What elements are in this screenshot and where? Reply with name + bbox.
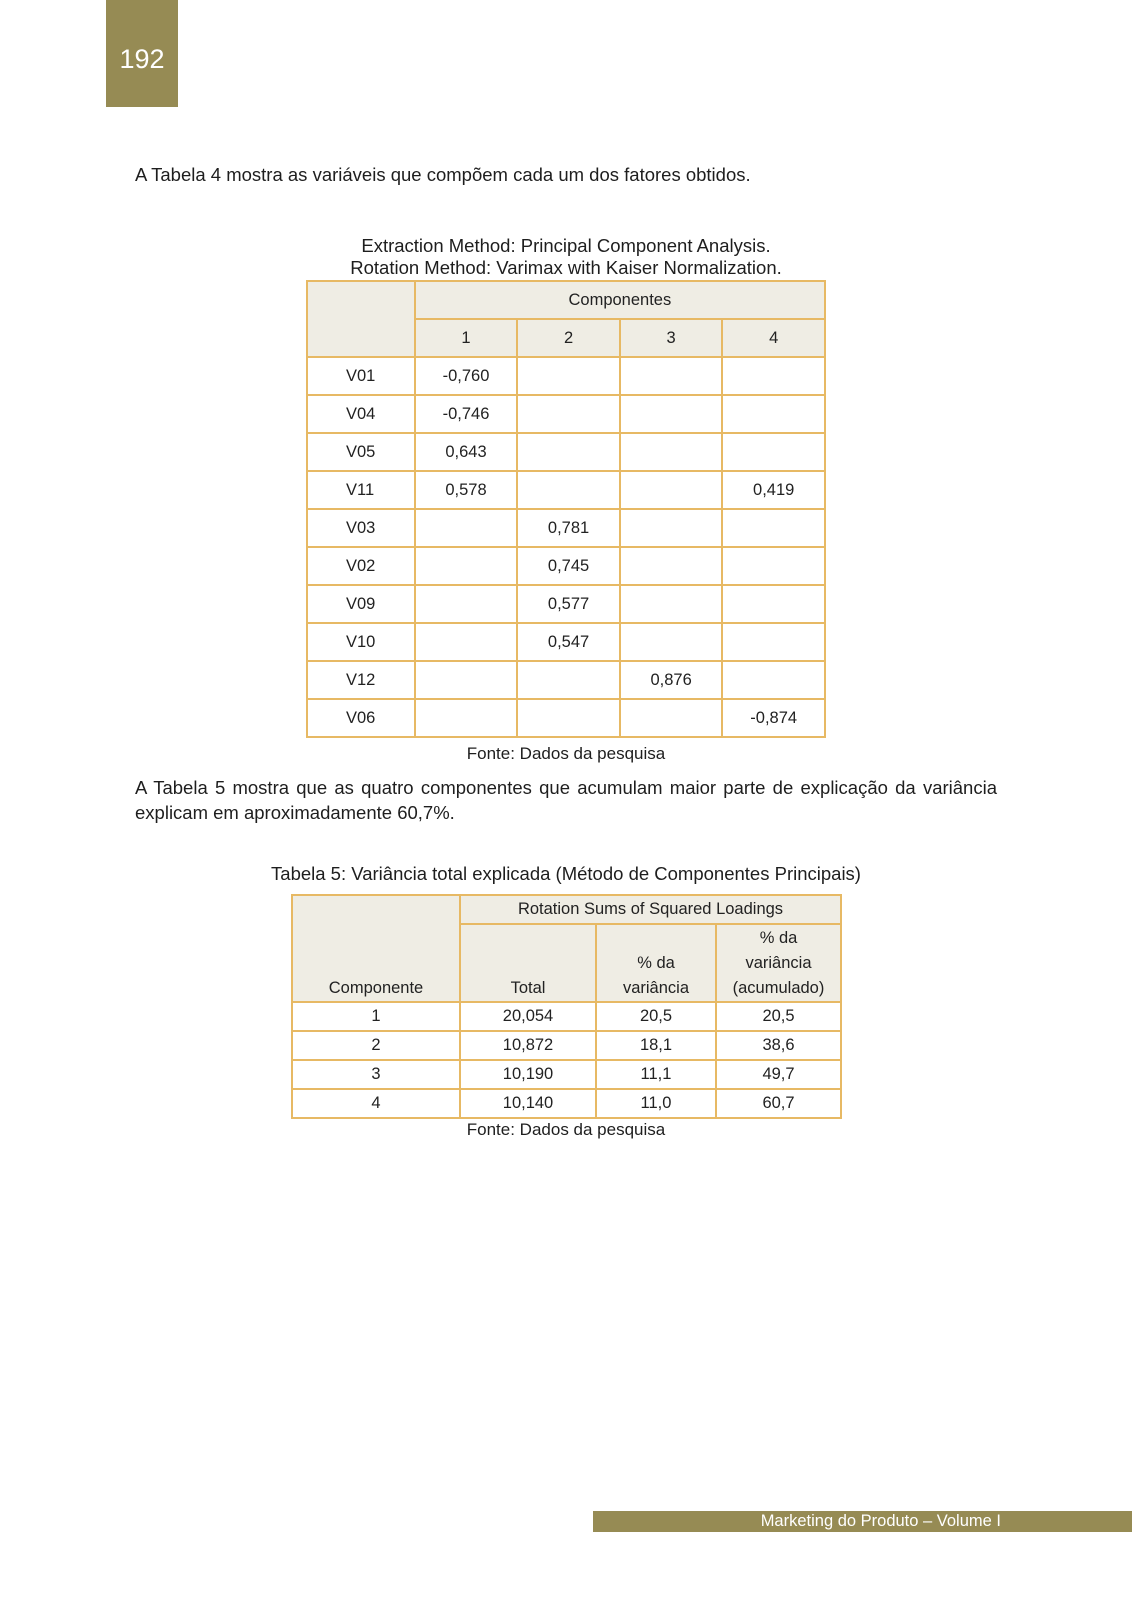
table-cell: 0,547 bbox=[517, 623, 620, 661]
page-number-box bbox=[106, 0, 178, 107]
row-label: V06 bbox=[307, 699, 415, 737]
table5-col-header-cumulative bbox=[716, 924, 841, 1002]
row-label: V01 bbox=[307, 357, 415, 395]
table-cell: 0,578 bbox=[415, 471, 518, 509]
page-number: 192 bbox=[119, 44, 165, 74]
table-row bbox=[307, 357, 825, 395]
row-label: V03 bbox=[307, 509, 415, 547]
table5-col-header-cum-line1: % da bbox=[759, 929, 798, 947]
table5-col-header-pct bbox=[596, 924, 716, 1002]
table-cell: 38,6 bbox=[716, 1031, 841, 1060]
table-cell bbox=[722, 547, 825, 585]
table5-source: Fonte: Dados da pesquisa bbox=[466, 1120, 666, 1139]
body-paragraph: A Tabela 5 mostra que as quatro componentes que acumulam maior parte de explicação da variância explicam em aproximadamente 60,7%. bbox=[135, 777, 997, 823]
table-cell bbox=[620, 395, 723, 433]
table-cell bbox=[517, 357, 620, 395]
table-cell bbox=[517, 699, 620, 737]
table4-col-header: 2 bbox=[517, 319, 620, 357]
table-cell: 20,5 bbox=[596, 1002, 716, 1031]
table-row bbox=[307, 395, 825, 433]
table4-col-header: 3 bbox=[620, 319, 723, 357]
table-cell bbox=[517, 471, 620, 509]
table-row bbox=[307, 661, 825, 699]
table-cell: 10,140 bbox=[460, 1089, 596, 1118]
table-row bbox=[307, 585, 825, 623]
table-cell: 0,781 bbox=[517, 509, 620, 547]
footer-text: Marketing do Produto – Volume I bbox=[760, 1512, 1001, 1530]
table5-col-header-pct-line1: % da bbox=[637, 954, 675, 972]
table-cell bbox=[620, 699, 723, 737]
table-cell bbox=[722, 509, 825, 547]
table4-corner-cell bbox=[307, 281, 415, 357]
table-cell: 49,7 bbox=[716, 1060, 841, 1089]
table-cell bbox=[517, 395, 620, 433]
table4-col-header: 4 bbox=[722, 319, 825, 357]
table-cell: 20,054 bbox=[460, 1002, 596, 1031]
table-cell: 11,0 bbox=[596, 1089, 716, 1118]
table-cell bbox=[517, 661, 620, 699]
row-label: V05 bbox=[307, 433, 415, 471]
row-label: V12 bbox=[307, 661, 415, 699]
row-label: V04 bbox=[307, 395, 415, 433]
row-label: V10 bbox=[307, 623, 415, 661]
table-row bbox=[292, 1089, 841, 1118]
table-cell bbox=[722, 357, 825, 395]
table5-col-header-total: Total bbox=[460, 924, 596, 1002]
table-cell bbox=[722, 661, 825, 699]
table-cell bbox=[620, 623, 723, 661]
table5-group-header: Rotation Sums of Squared Loadings bbox=[460, 895, 841, 924]
table-row bbox=[292, 1002, 841, 1031]
table-cell: 10,190 bbox=[460, 1060, 596, 1089]
table-cell bbox=[415, 699, 518, 737]
footer-bar bbox=[593, 1511, 1132, 1532]
table-4 bbox=[306, 280, 826, 738]
table-cell bbox=[415, 661, 518, 699]
table-cell: 1 bbox=[292, 1002, 460, 1031]
table-cell bbox=[722, 623, 825, 661]
table5-col-header-cum-line2: variância bbox=[745, 954, 812, 972]
table4-col-header: 1 bbox=[415, 319, 518, 357]
table-cell: 0,876 bbox=[620, 661, 723, 699]
table-row bbox=[307, 471, 825, 509]
table-cell bbox=[620, 357, 723, 395]
intro-paragraph: A Tabela 4 mostra as variáveis que compõem cada um dos fatores obtidos. bbox=[135, 164, 751, 185]
table-cell bbox=[620, 547, 723, 585]
table-cell bbox=[415, 585, 518, 623]
row-label: V09 bbox=[307, 585, 415, 623]
table-cell: 18,1 bbox=[596, 1031, 716, 1060]
table-cell bbox=[620, 471, 723, 509]
table5-col-header-pct-line2: variância bbox=[622, 979, 690, 997]
table5-col-header-component: Componente bbox=[292, 895, 460, 1002]
table-cell: 2 bbox=[292, 1031, 460, 1060]
table4-caption-line1: Extraction Method: Principal Component Analysis. bbox=[361, 235, 771, 256]
table-row bbox=[292, 1031, 841, 1060]
table4-source: Fonte: Dados da pesquisa bbox=[466, 744, 666, 763]
table-cell bbox=[517, 433, 620, 471]
table-cell: -0,760 bbox=[415, 357, 518, 395]
table-cell bbox=[722, 433, 825, 471]
table-cell bbox=[415, 623, 518, 661]
row-label: V02 bbox=[307, 547, 415, 585]
table-cell: 4 bbox=[292, 1089, 460, 1118]
table-cell bbox=[415, 547, 518, 585]
table-cell: 3 bbox=[292, 1060, 460, 1089]
table-cell: 11,1 bbox=[596, 1060, 716, 1089]
table-cell bbox=[722, 585, 825, 623]
table-row bbox=[307, 433, 825, 471]
table-row bbox=[292, 1060, 841, 1089]
table-cell: 0,745 bbox=[517, 547, 620, 585]
table-cell: 0,419 bbox=[722, 471, 825, 509]
table5-caption: Tabela 5: Variância total explicada (Método de Componentes Principais) bbox=[271, 863, 861, 884]
table4-group-header: Componentes bbox=[415, 281, 825, 319]
table-cell bbox=[722, 395, 825, 433]
table-row bbox=[307, 509, 825, 547]
table-cell bbox=[415, 509, 518, 547]
table-cell: 0,577 bbox=[517, 585, 620, 623]
table5-col-header-cum-line3: (acumulado) bbox=[732, 979, 825, 997]
table-cell: 20,5 bbox=[716, 1002, 841, 1031]
table-5 bbox=[291, 894, 842, 1119]
table-cell bbox=[620, 585, 723, 623]
table-cell: -0,746 bbox=[415, 395, 518, 433]
table-cell: -0,874 bbox=[722, 699, 825, 737]
table-row bbox=[307, 699, 825, 737]
table-cell: 60,7 bbox=[716, 1089, 841, 1118]
row-label: V11 bbox=[307, 471, 415, 509]
table-row bbox=[307, 623, 825, 661]
table-row bbox=[307, 547, 825, 585]
table4-caption-line2: Rotation Method: Varimax with Kaiser Normalization. bbox=[350, 257, 782, 278]
table-cell bbox=[620, 433, 723, 471]
table-cell: 0,643 bbox=[415, 433, 518, 471]
table-cell: 10,872 bbox=[460, 1031, 596, 1060]
table-cell bbox=[620, 509, 723, 547]
